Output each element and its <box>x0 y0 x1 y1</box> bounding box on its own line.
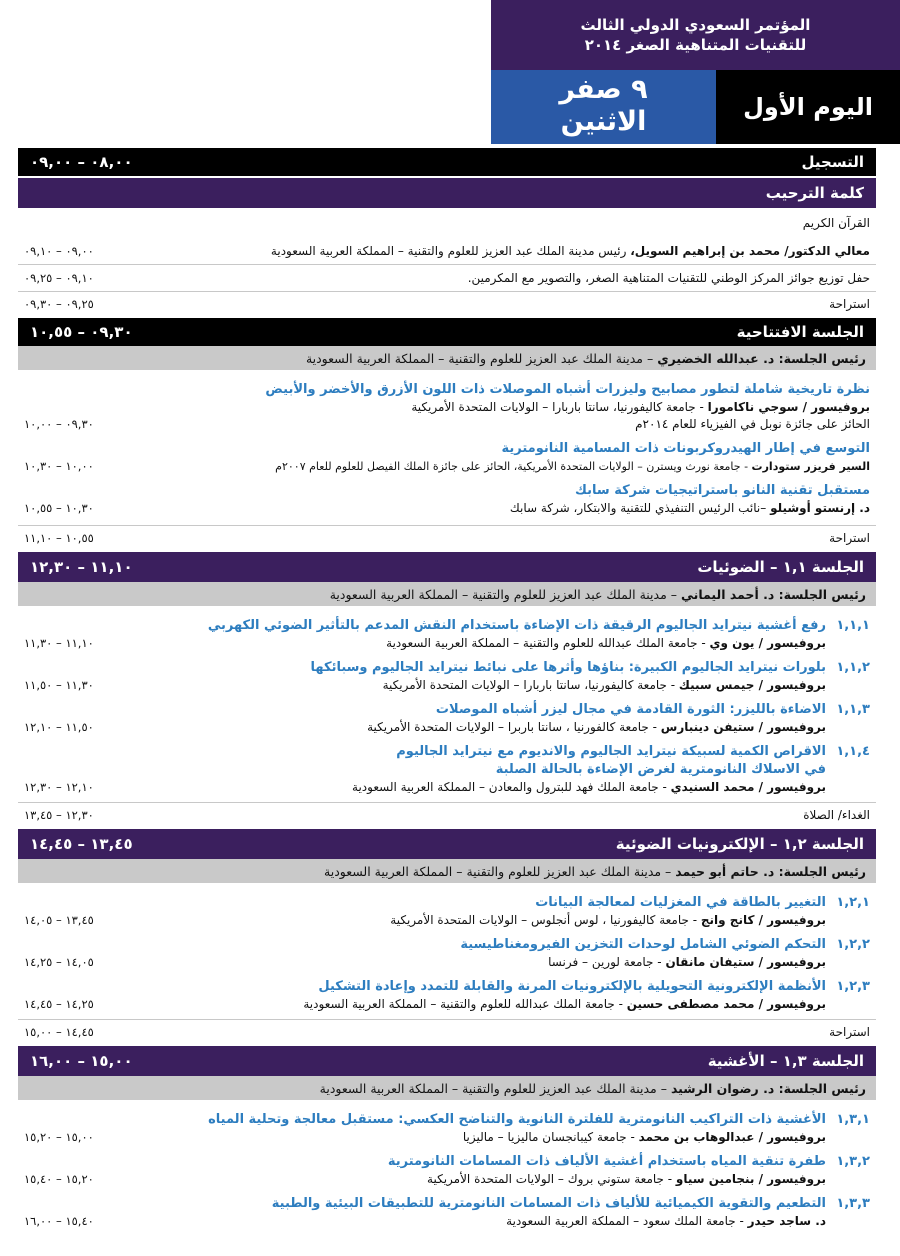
talk-title: طفرة تنقية المياه باستخدام أغشية الألياف ذات المسامات النانومترية <box>387 1154 826 1169</box>
talk-1-2-2 <box>18 933 876 975</box>
talk-speaker: بروفيسور / جيمس سبيك <box>678 678 826 692</box>
talk-title: التوسع في إطار الهيدروكربونات ذات المسامية النانومترية <box>501 441 870 456</box>
conference-title-box <box>491 0 900 70</box>
talk-affil: –نائب الرئيس التنفيذي للتقنية والابتكار، شركة سابك <box>509 501 771 515</box>
session-1-3-time: ١٥,٠٠ – ١٦,٠٠ <box>30 1052 133 1070</box>
session-1-2-time: ١٣,٤٥ – ١٤,٤٥ <box>30 835 133 853</box>
talk-title: الاقراص الكمية لسبيكة نيترايد الجاليوم والانديوم مع نيترايد الجاليوم <box>396 744 826 759</box>
talk-time: ١١,١٠ – ١١,٣٠ <box>24 636 94 650</box>
talk-affil: - جامعة كاليفورنيا، سانتا باربارا – الولايات المتحدة الأمريكية <box>382 678 679 692</box>
talk-1-1-2 <box>18 656 876 698</box>
talk-title: الأنظمة الإلكترونية التحويلية بالإلكترونيات المرنة والقابلة للتمدد وإعادة التشكيل <box>318 979 826 994</box>
talk-affil: - جامعة كيبانجسان ماليزيا – ماليزيا <box>462 1130 639 1144</box>
talk-speaker: بروفيسور / سوجي ناكامورا <box>707 400 870 414</box>
talk-speaker: د. ساجد حيدر <box>747 1214 826 1228</box>
break-row-1 <box>18 292 876 316</box>
talk-affil: - جامعة كاليفورنيا، سانتا باربارا – الولايات المتحدة الأمريكية <box>411 400 708 414</box>
session-1-2-chair-name: رئيس الجلسة: د. حاتم أبو حيمد <box>675 863 866 879</box>
talk-speaker: بروفيسور / ستيفن دينبارس <box>660 720 826 734</box>
talk-title: نظرة تاريخية شاملة لتطور مصابيح وليزرات أشباه الموصلات ذات اللون الأزرق والأخضر والأبيض <box>265 382 870 397</box>
talk-time: ١٥,٢٠ – ١٥,٤٠ <box>24 1172 94 1186</box>
talk-1-2-3 <box>18 975 876 1017</box>
talk-affil: - جامعة ستوني بروك – الولايات المتحدة الأمريكية <box>427 1172 676 1186</box>
talk-number: ١,١,٣ <box>836 702 870 717</box>
talk-speaker: بروفيسور / ستيفان مانقان <box>665 955 826 969</box>
talk-1-3-1 <box>18 1108 876 1150</box>
session-1-1-label: الجلسة ١,١ – الضوئيات <box>697 558 864 576</box>
opening-session-time: ٠٩,٣٠ – ١٠,٥٥ <box>30 323 133 341</box>
talk-affil: - جامعة نورث ويسترن – الولايات المتحدة الأمريكية، الحائز على جائزة الملك الفيصل للعلوم للعام ٢٠٠٧م <box>275 460 752 473</box>
talk-title: التحكم الضوئي الشامل لوحدات التخزين الفيرومغناطيسية <box>460 937 826 952</box>
break-time: ١٠,٥٥ – ١١,١٠ <box>24 531 94 545</box>
quran-row <box>18 208 876 238</box>
conference-title-line2: للتقنيات المتناهية الصغر ٢٠١٤ <box>584 36 807 54</box>
session-1-3-chair-affil: – مدينة الملك عبد العزيز للعلوم والتقنية – المملكة العربية السعودية <box>319 1080 671 1096</box>
break-label: استراحة <box>829 1025 870 1039</box>
welcome-bar <box>18 178 876 208</box>
talk-time: ١١,٣٠ – ١١,٥٠ <box>24 678 94 692</box>
talk-number: ١,٢,١ <box>836 895 870 910</box>
talk-number: ١,٣,٢ <box>836 1154 870 1169</box>
lunch-row <box>18 802 876 827</box>
talk-speaker: بروفيسور / محمد السنيدي <box>670 780 826 794</box>
welcome-speaker-row <box>18 238 876 265</box>
opening-chair-affil: – مدينة الملك عبد العزيز للعلوم والتقنية – المملكة العربية السعودية <box>305 350 658 366</box>
session-1-3-chair-name: رئيس الجلسة: د. رضوان الرشيد <box>670 1080 866 1096</box>
opening-session-bar <box>18 318 876 346</box>
talk-time: ١٠,٣٠ – ١٠,٥٥ <box>24 501 94 515</box>
talk-title: التطعيم والتقوية الكيميائية للألياف ذات المسامات النانومترية للتطبيقات البيئية والطبية <box>271 1196 826 1211</box>
talk-title: بلورات نيترايد الجاليوم الكبيرة: بناؤها وأثرها على نبائط نيترايد الجاليوم وسبائكها <box>310 660 826 675</box>
talk-speaker: السير فريزر ستودارت <box>751 460 870 473</box>
registration-bar <box>18 148 876 176</box>
registration-label: التسجيل <box>801 153 864 171</box>
talk-affil: - جامعة الملك فهد للبترول والمعادن – المملكة العربية السعودية <box>352 780 671 794</box>
quran-label: القرآن الكريم <box>802 216 870 230</box>
awards-label: حفل توزيع جوائز المركز الوطني للتقنيات المتناهية الصغر، والتصوير مع المكرمين. <box>467 271 870 285</box>
talk-time: ١٢,١٠ – ١٢,٣٠ <box>24 780 94 794</box>
session-1-1-chair-bar <box>18 582 876 606</box>
talk-speaker: بروفيسور / كانج وانج <box>700 913 826 927</box>
talk-speaker: بروفيسور / محمد مصطفى حسين <box>626 997 826 1011</box>
talk-speaker: بروفيسور / يون وي <box>709 636 826 650</box>
break-label: استراحة <box>829 531 870 545</box>
lunch-time: ١٢,٣٠ – ١٣,٤٥ <box>24 808 94 822</box>
talk-time: ١١,٥٠ – ١٢,١٠ <box>24 720 94 734</box>
talk-1-2-1 <box>18 891 876 933</box>
talk-speaker: بروفيسور / بنجامين سياو <box>675 1172 826 1186</box>
talk-time: ١٠,٠٠ – ١٠,٣٠ <box>24 459 94 473</box>
welcome-speaker-affil: رئيس مدينة الملك عبد العزيز للعلوم والتقنية – المملكة العربية السعودية <box>270 244 631 258</box>
talk-affil: - جامعة الملك سعود – المملكة العربية السعودية <box>506 1214 748 1228</box>
program <box>18 148 876 1234</box>
break-time: ٠٩,٢٥ – ٠٩,٣٠ <box>24 297 94 311</box>
talk-time: ١٥,٠٠ – ١٥,٢٠ <box>24 1130 94 1144</box>
talk-time: ١٣,٤٥ – ١٤,٠٥ <box>24 913 94 927</box>
talk-time: ١٥,٤٠ – ١٦,٠٠ <box>24 1214 94 1228</box>
talk-time: ٠٩,٣٠ – ١٠,٠٠ <box>24 417 94 431</box>
talk-affil: - جامعة الملك عبدالله للعلوم والتقنية – المملكة العربية السعودية <box>386 636 710 650</box>
opening-talk-1 <box>18 378 876 437</box>
session-1-1-chair-affil: – مدينة الملك عبد العزيز للعلوم والتقنية – المملكة العربية السعودية <box>329 586 681 602</box>
day-label: اليوم الأول <box>716 70 900 144</box>
registration-time: ٠٨,٠٠ – ٠٩,٠٠ <box>30 153 133 171</box>
awards-time: ٠٩,١٠ – ٠٩,٢٥ <box>24 271 94 285</box>
talk-number: ١,٣,٣ <box>836 1196 870 1211</box>
talk-1-1-4 <box>18 740 876 800</box>
talk-title: التغيير بالطاقة في المغزليات لمعالجة البيانات <box>535 895 826 910</box>
session-1-3-label: الجلسة ١,٣ – الأغشية <box>707 1052 864 1070</box>
talk-1-3-3 <box>18 1192 876 1234</box>
talk-1-3-2 <box>18 1150 876 1192</box>
welcome-speaker-name: معالي الدكتور/ محمد بن إبراهيم السويل، <box>630 244 870 258</box>
talk-affil: - جامعة كاليفورنيا ، لوس أنجلوس – الولايات المتحدة الأمريكية <box>390 913 701 927</box>
session-1-2-chair-affil: – مدينة الملك عبد العزيز للعلوم والتقنية – المملكة العربية السعودية <box>324 863 676 879</box>
opening-chair-name: رئيس الجلسة: د. عبدالله الخضيري <box>657 350 866 366</box>
talk-time: ١٤,٠٥ – ١٤,٢٥ <box>24 955 94 969</box>
talk-time: ١٤,٢٥ – ١٤,٤٥ <box>24 997 94 1011</box>
session-1-1-bar <box>18 552 876 582</box>
talk-affil: - جامعة الملك عبدالله للعلوم والتقنية – المملكة العربية السعودية <box>303 997 627 1011</box>
conference-title-line1: المؤتمر السعودي الدولي الثالث <box>580 16 811 34</box>
session-1-2-bar <box>18 829 876 859</box>
session-1-1-time: ١١,١٠ – ١٢,٣٠ <box>30 558 133 576</box>
talk-number: ١,١,٢ <box>836 660 870 675</box>
session-1-3-chair-bar <box>18 1076 876 1100</box>
break-time: ١٤,٤٥ – ١٥,٠٠ <box>24 1025 94 1039</box>
talk-number: ١,١,١ <box>836 618 870 633</box>
talk-number: ١,٣,١ <box>836 1112 870 1127</box>
talk-number: ١,٢,٣ <box>836 979 870 994</box>
break-row-2 <box>18 525 876 550</box>
welcome-label: كلمة الترحيب <box>765 184 864 202</box>
talk-affil: - جامعة كالفورنيا ، سانتا باربرا – الولايات المتحدة الأمريكية <box>367 720 661 734</box>
date-box <box>491 70 716 144</box>
awards-row <box>18 265 876 292</box>
date-weekday: الاثنين <box>560 106 647 137</box>
break-label: استراحة <box>829 297 870 311</box>
session-1-3-bar <box>18 1046 876 1076</box>
talk-1-1-3 <box>18 698 876 740</box>
talk-speaker: د. إرنستو أوشيلو <box>770 501 870 515</box>
welcome-speaker-time: ٠٩,٠٠ – ٠٩,١٠ <box>24 244 94 258</box>
lunch-label: الغداء/ الصلاة <box>803 808 870 822</box>
talk-extra: الحائز على جائزة نوبل في الفيزياء للعام ٢٠١٤م <box>635 417 870 431</box>
talk-speaker: بروفيسور / عبدالوهاب بن محمد <box>638 1130 826 1144</box>
opening-session-label: الجلسة الافتتاحية <box>736 323 864 341</box>
break-row-3 <box>18 1019 876 1044</box>
talk-1-1-1 <box>18 614 876 656</box>
talk-title: مستقبل تقنية النانو باستراتيجيات شركة سابك <box>575 483 870 498</box>
session-1-1-chair-name: رئيس الجلسة: د. أحمد اليماني <box>680 586 866 602</box>
opening-chair-bar <box>18 346 876 370</box>
opening-talk-2 <box>18 437 876 479</box>
opening-talk-3 <box>18 479 876 521</box>
date-hijri: ٩ صفر <box>559 74 648 105</box>
talk-affil: - جامعة لورين – فرنسا <box>548 955 666 969</box>
session-1-2-chair-bar <box>18 859 876 883</box>
talk-title: الاضاءة بالليزر: الثورة القادمة في مجال ليزر أشباه الموصلات <box>435 702 826 717</box>
talk-title: رفع أغشية نيترايد الجاليوم الرقيقة ذات الإضاءة باستخدام النقش المدعم بالتأثير الضوئي الكهربي <box>207 618 826 633</box>
talk-number: ١,٢,٢ <box>836 937 870 952</box>
talk-title: الأغشية ذات التراكيب النانومترية للفلترة النانوية والتناضح العكسي: مستقبل معالجة وتحلية المياه <box>208 1112 826 1127</box>
session-1-2-label: الجلسة ١,٢ – الإلكترونيات الضوئية <box>615 835 864 853</box>
talk-title-line2: في الاسلاك النانومترية لغرض الإضاءة بالحالة الصلبة <box>495 762 826 777</box>
talk-number: ١,١,٤ <box>836 744 870 759</box>
